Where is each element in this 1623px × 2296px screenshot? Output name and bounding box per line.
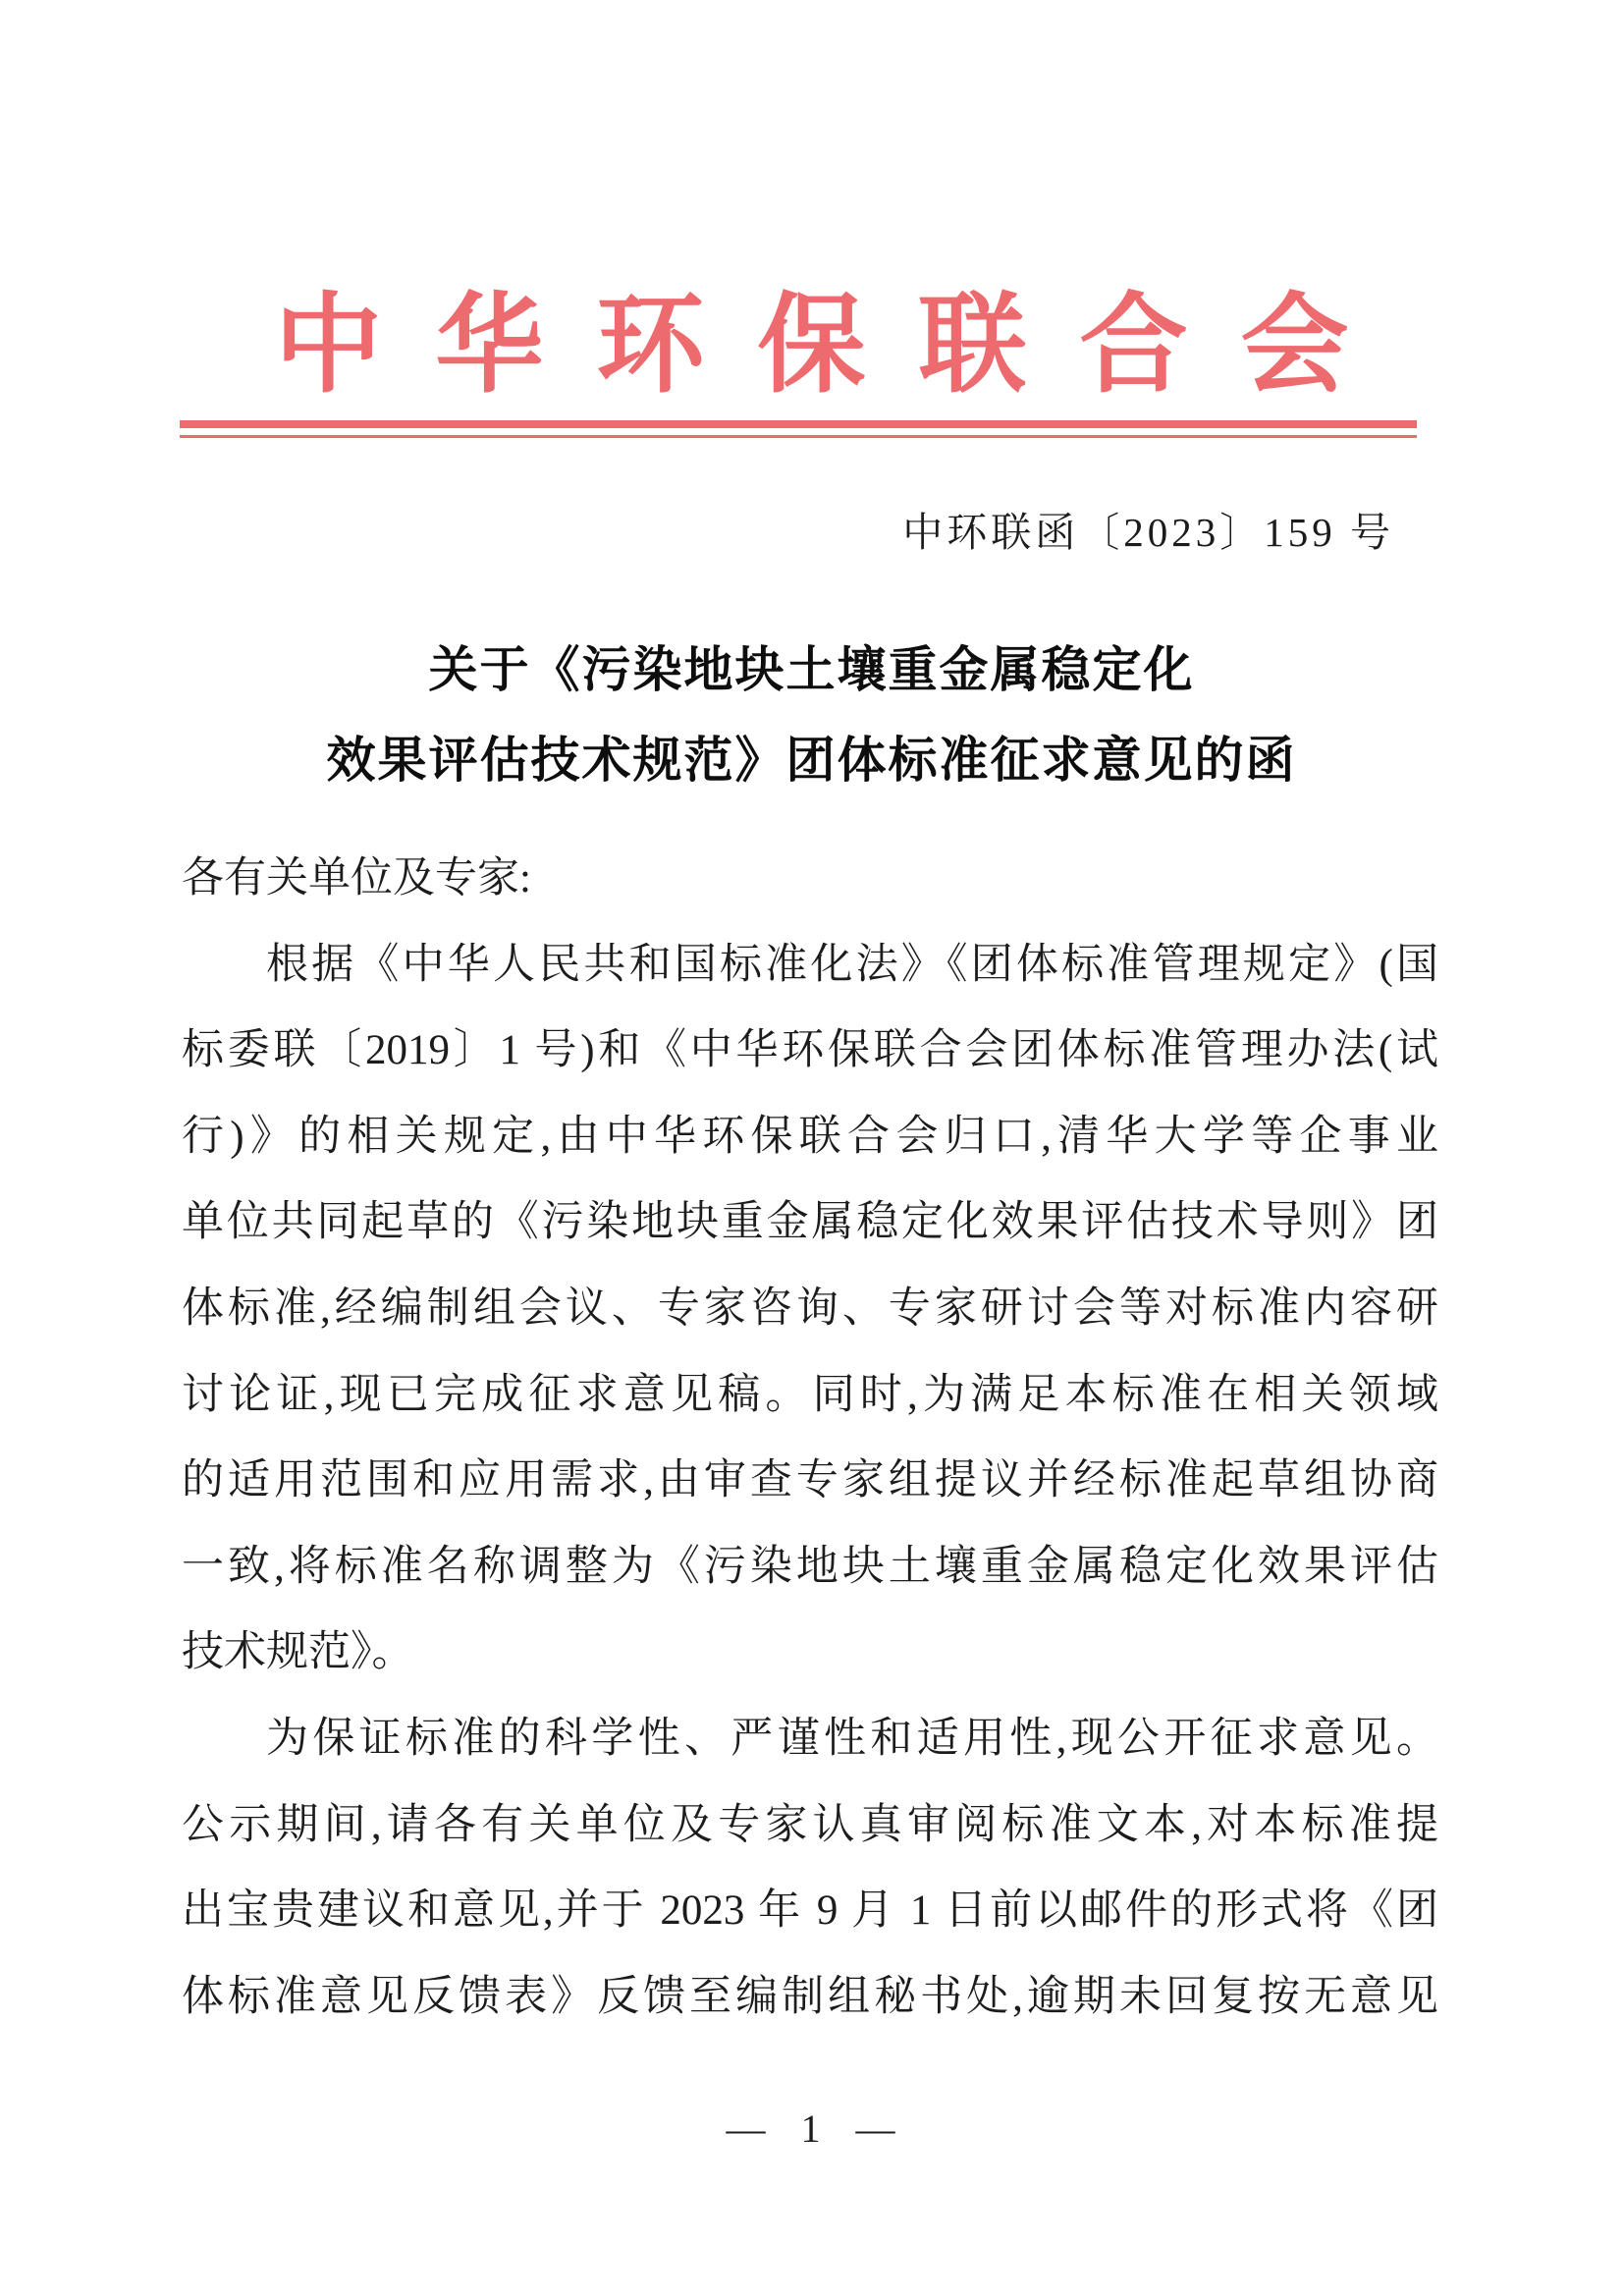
document-title xyxy=(0,625,1623,805)
body-line: 技术规范》。 xyxy=(182,1629,414,1676)
body-line: 的适用范围和应用需求,由审查专家组提议并经标准起草组协商 xyxy=(182,1457,1438,1504)
red-rule-thin xyxy=(180,435,1417,438)
body-line: 公示期间,请各有关单位及专家认真审阅标准文本,对本标准提 xyxy=(182,1801,1438,1848)
body-line: 出宝贵建议和意见,并于 2023 年 9 月 1 日前以邮件的形式将《团 xyxy=(182,1887,1438,1935)
document-body xyxy=(182,836,1438,2040)
document-reference-number: 中环联函〔2023〕159 号 xyxy=(902,510,1394,555)
body-line: 一致,将标准名称调整为《污染地块土壤重金属稳定化效果评估 xyxy=(182,1543,1438,1590)
body-line: 讨论证,现已完成征求意见稿。同时,为满足本标准在相关领域 xyxy=(182,1371,1438,1418)
page-number: — 1 — xyxy=(726,2106,897,2151)
document-title-line-2: 效果评估技术规范》团体标准征求意见的函 xyxy=(326,733,1297,788)
body-line: 体标准,经编制组会议、专家咨询、专家研讨会等对标准内容研 xyxy=(182,1285,1438,1332)
body-line: 体标准意见反馈表》反馈至编制组秘书处,逾期未回复按无意见 xyxy=(182,1973,1438,2020)
body-line: 标委联〔2019〕1 号)和《中华环保联合会团体标准管理办法(试 xyxy=(182,1027,1438,1074)
body-line: 单位共同起草的《污染地块重金属稳定化效果评估技术导则》团 xyxy=(182,1199,1438,1246)
salutation: 各有关单位及专家: xyxy=(182,855,531,902)
body-line: 根据《中华人民共和国标准化法》《团体标准管理规定》(国 xyxy=(266,941,1438,988)
body-line: 行)》的相关规定,由中华环保联合会归口,清华大学等企事业 xyxy=(182,1113,1438,1160)
red-rule-thick xyxy=(180,420,1417,428)
letterhead-org-title: 中华环保联合会 xyxy=(274,286,1402,406)
body-line: 为保证标准的科学性、严谨性和适用性,现公开征求意见。 xyxy=(266,1715,1438,1762)
document-title-line-1: 关于《污染地块土壤重金属稳定化 xyxy=(428,642,1195,697)
